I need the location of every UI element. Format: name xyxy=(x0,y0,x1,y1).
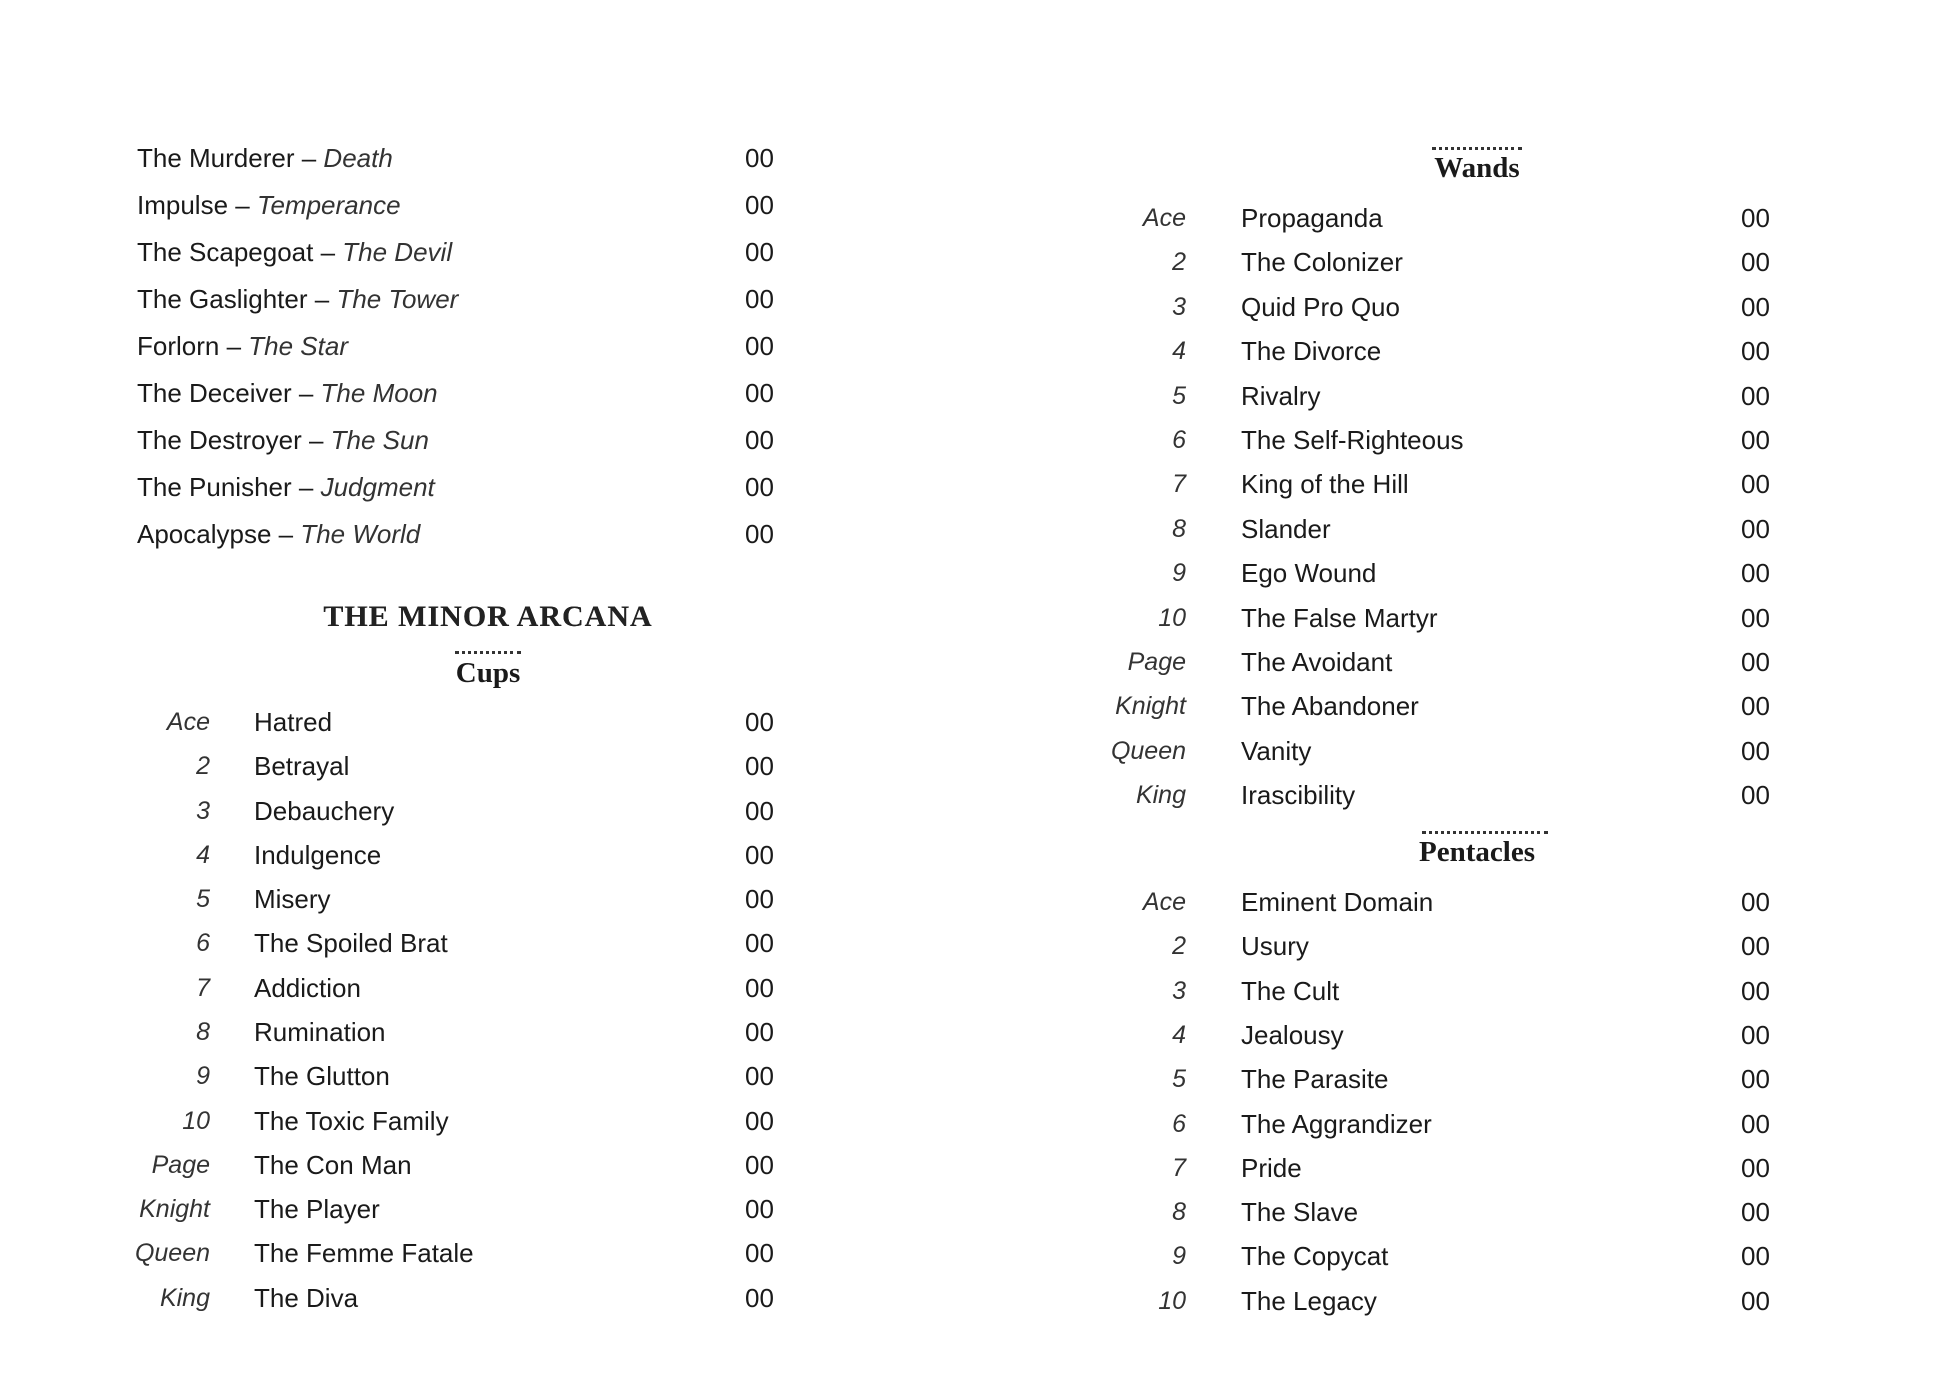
entry-rank: Knight xyxy=(1115,692,1186,720)
entry-rank: Queen xyxy=(134,1239,210,1267)
entry-title: Debauchery xyxy=(254,796,395,826)
entry-rank: 3 xyxy=(196,797,210,825)
entry-card-name: Temperance xyxy=(256,190,401,220)
entry-rank: Page xyxy=(151,1151,210,1179)
entry-rank: 6 xyxy=(1172,426,1186,454)
toc-entry-pentacles[interactable] xyxy=(980,1190,1960,1234)
entry-rank: 5 xyxy=(196,885,210,913)
entry-title: Impulse xyxy=(137,190,229,220)
entry-page-number: 00 xyxy=(745,884,774,914)
entry-page-number: 00 xyxy=(745,331,774,361)
entry-rank: 4 xyxy=(1172,1021,1186,1049)
entry-page-number: 00 xyxy=(1741,247,1770,277)
entry-rank: 8 xyxy=(1172,515,1186,543)
entry-page-number: 00 xyxy=(745,190,774,220)
entry-title: The Destroyer xyxy=(137,425,302,455)
entry-rank: 2 xyxy=(196,752,210,780)
entry-title: King of the Hill xyxy=(1241,469,1409,499)
entry-title: The Avoidant xyxy=(1241,647,1393,677)
entry-title: Usury xyxy=(1241,931,1309,961)
toc-entry-wands[interactable] xyxy=(980,596,1960,640)
toc-entry-pentacles[interactable] xyxy=(980,1057,1960,1101)
toc-entry-wands[interactable] xyxy=(980,551,1960,595)
entry-page-number: 00 xyxy=(1741,292,1770,322)
entry-page-number: 00 xyxy=(745,1106,774,1136)
toc-entry-wands[interactable] xyxy=(980,729,1960,773)
entry-separator: – xyxy=(291,378,321,408)
entry-page-number: 00 xyxy=(1741,1286,1770,1316)
entry-rank: 4 xyxy=(196,841,210,869)
entry-rank: 3 xyxy=(1172,977,1186,1005)
entry-page-number: 00 xyxy=(745,378,774,408)
entry-page-number: 00 xyxy=(1741,1197,1770,1227)
entry-page-number: 00 xyxy=(745,1283,774,1313)
entry-title: The Player xyxy=(254,1194,380,1224)
entry-page-number: 00 xyxy=(745,707,774,737)
entry-page-number: 00 xyxy=(745,1061,774,1091)
entry-card-name: Judgment xyxy=(320,472,435,502)
entry-title: Betrayal xyxy=(254,751,350,781)
suit-heading-wands: Wands xyxy=(1434,152,1520,184)
toc-entry-pentacles[interactable] xyxy=(980,1102,1960,1146)
entry-title: Quid Pro Quo xyxy=(1241,292,1400,322)
entry-title: Propaganda xyxy=(1241,203,1383,233)
entry-page-number: 00 xyxy=(1741,976,1770,1006)
entry-rank: Ace xyxy=(166,708,210,736)
entry-page-number: 00 xyxy=(745,1238,774,1268)
toc-entry-wands[interactable] xyxy=(980,374,1960,418)
toc-entry-major[interactable] xyxy=(137,512,777,556)
toc-entry-major[interactable] xyxy=(137,324,777,368)
entry-title: The Slave xyxy=(1241,1197,1359,1227)
entry-page-number: 00 xyxy=(1741,691,1770,721)
entry-rank: 8 xyxy=(1172,1198,1186,1226)
entry-separator: – xyxy=(307,284,337,314)
right-page xyxy=(980,0,1960,1400)
entry-title: Apocalypse xyxy=(137,519,272,549)
entry-rank: 6 xyxy=(1172,1110,1186,1138)
toc-entry-pentacles[interactable] xyxy=(980,924,1960,968)
toc-entry-cups[interactable] xyxy=(0,1231,980,1275)
entry-page-number: 00 xyxy=(745,425,774,455)
entry-page-number: 00 xyxy=(1741,203,1770,233)
toc-entry-major[interactable] xyxy=(137,371,777,415)
entry-rank: 10 xyxy=(1158,604,1186,632)
entry-page-number: 00 xyxy=(1741,931,1770,961)
entry-title: Misery xyxy=(254,884,331,914)
entry-title: The Spoiled Brat xyxy=(254,928,448,958)
toc-entry-major[interactable] xyxy=(137,277,777,321)
entry-title: The Divorce xyxy=(1241,336,1382,366)
entry-title: The Gaslighter xyxy=(137,284,308,314)
entry-rank: 6 xyxy=(196,929,210,957)
toc-entry-cups[interactable] xyxy=(0,1187,980,1231)
entry-page-number: 00 xyxy=(1741,558,1770,588)
entry-card-name: The Sun xyxy=(330,425,429,455)
entry-title: Vanity xyxy=(1241,736,1312,766)
toc-entry-wands[interactable] xyxy=(980,285,1960,329)
entry-rank: 9 xyxy=(1172,1242,1186,1270)
toc-entry-cups[interactable] xyxy=(0,789,980,833)
entry-title: Slander xyxy=(1241,514,1331,544)
entry-rank: 7 xyxy=(196,974,210,1002)
entry-separator: – xyxy=(219,331,249,361)
entry-title: Hatred xyxy=(254,707,333,737)
entry-title: The Toxic Family xyxy=(254,1106,449,1136)
entry-title: The Glutton xyxy=(254,1061,390,1091)
entry-card-name: The Devil xyxy=(342,237,453,267)
entry-card-name: Death xyxy=(323,143,393,173)
entry-title: The Self-Righteous xyxy=(1241,425,1464,455)
entry-page-number: 00 xyxy=(745,840,774,870)
toc-entry-wands[interactable] xyxy=(980,418,1960,462)
entry-rank: Ace xyxy=(1142,204,1186,232)
toc-entry-cups[interactable] xyxy=(0,1143,980,1187)
entry-title: Ego Wound xyxy=(1241,558,1377,588)
entry-title: Rivalry xyxy=(1241,381,1321,411)
entry-title: The Scapegoat xyxy=(137,237,314,267)
entry-page-number: 00 xyxy=(1741,381,1770,411)
toc-entry-cups[interactable] xyxy=(0,833,980,877)
entry-page-number: 00 xyxy=(745,928,774,958)
entry-page-number: 00 xyxy=(1741,887,1770,917)
toc-entry-cups[interactable] xyxy=(0,1276,980,1320)
entry-rank: 4 xyxy=(1172,337,1186,365)
entry-title: Pride xyxy=(1241,1153,1302,1183)
toc-entry-major[interactable] xyxy=(137,418,777,462)
entry-rank: 9 xyxy=(1172,559,1186,587)
entry-page-number: 00 xyxy=(1741,780,1770,810)
entry-rank: Queen xyxy=(1110,737,1186,765)
toc-entry-cups[interactable] xyxy=(0,1054,980,1098)
entry-rank: Ace xyxy=(1142,888,1186,916)
entry-page-number: 00 xyxy=(1741,1064,1770,1094)
entry-rank: King xyxy=(159,1284,210,1312)
entry-page-number: 00 xyxy=(745,751,774,781)
toc-entry-cups[interactable] xyxy=(0,1010,980,1054)
entry-page-number: 00 xyxy=(1741,736,1770,766)
toc-entry-pentacles[interactable] xyxy=(980,880,1960,924)
entry-page-number: 00 xyxy=(1741,336,1770,366)
entry-rank: 5 xyxy=(1172,1065,1186,1093)
entry-rank: Knight xyxy=(139,1195,210,1223)
entry-rank: 5 xyxy=(1172,382,1186,410)
toc-entry-cups[interactable] xyxy=(0,700,980,744)
toc-entry-wands[interactable] xyxy=(980,329,1960,373)
entry-page-number: 00 xyxy=(745,1017,774,1047)
entry-title: The Punisher xyxy=(137,472,292,502)
toc-entry-major[interactable] xyxy=(137,183,777,227)
entry-rank: King xyxy=(1135,781,1186,809)
entry-title: The Deceiver xyxy=(137,378,292,408)
entry-title: Jealousy xyxy=(1241,1020,1344,1050)
toc-entry-pentacles[interactable] xyxy=(980,969,1960,1013)
toc-entry-wands[interactable] xyxy=(980,462,1960,506)
entry-page-number: 00 xyxy=(1741,603,1770,633)
entry-page-number: 00 xyxy=(1741,1020,1770,1050)
entry-page-number: 00 xyxy=(745,284,774,314)
toc-entry-wands[interactable] xyxy=(980,507,1960,551)
entry-title: Rumination xyxy=(254,1017,386,1047)
toc-entry-pentacles[interactable] xyxy=(980,1013,1960,1057)
entry-separator: – xyxy=(313,237,343,267)
entry-page-number: 00 xyxy=(745,519,774,549)
toc-entry-pentacles[interactable] xyxy=(980,1146,1960,1190)
entry-page-number: 00 xyxy=(1741,514,1770,544)
toc-entry-pentacles[interactable] xyxy=(980,1279,1960,1323)
entry-separator: – xyxy=(291,472,321,502)
entry-title: The Aggrandizer xyxy=(1241,1109,1432,1139)
entry-title: The Parasite xyxy=(1241,1064,1389,1094)
toc-entry-pentacles[interactable] xyxy=(980,1234,1960,1278)
toc-entry-cups[interactable] xyxy=(0,877,980,921)
entry-title: The Femme Fatale xyxy=(254,1238,474,1268)
entry-rank: 9 xyxy=(196,1062,210,1090)
entry-rank: 10 xyxy=(182,1107,210,1135)
toc-entry-major[interactable] xyxy=(137,136,777,180)
toc-entry-cups[interactable] xyxy=(0,921,980,965)
entry-title: The Copycat xyxy=(1241,1241,1389,1271)
toc-entry-cups[interactable] xyxy=(0,1099,980,1143)
entry-page-number: 00 xyxy=(1741,1241,1770,1271)
toc-entry-major[interactable] xyxy=(137,230,777,274)
entry-separator: – xyxy=(301,425,331,455)
toc-entry-wands[interactable] xyxy=(980,196,1960,240)
entry-title: The Diva xyxy=(254,1283,359,1313)
toc-entry-wands[interactable] xyxy=(980,684,1960,728)
entry-title: Irascibility xyxy=(1241,780,1356,810)
entry-rank: 7 xyxy=(1172,1154,1186,1182)
entry-rank: 3 xyxy=(1172,293,1186,321)
entry-separator: – xyxy=(271,519,301,549)
suit-heading-cups: Cups xyxy=(455,657,521,689)
entry-rank: 7 xyxy=(1172,470,1186,498)
entry-title: Forlorn xyxy=(137,331,220,361)
entry-page-number: 00 xyxy=(1741,1109,1770,1139)
entry-page-number: 00 xyxy=(1741,1153,1770,1183)
entry-page-number: 00 xyxy=(745,973,774,1003)
entry-separator: – xyxy=(294,143,324,173)
suit-heading-pentacles: Pentacles xyxy=(1419,836,1535,868)
toc-entry-cups[interactable] xyxy=(0,966,980,1010)
entry-page-number: 00 xyxy=(745,143,774,173)
entry-rank: 10 xyxy=(1158,1287,1186,1315)
entry-page-number: 00 xyxy=(1741,425,1770,455)
entry-page-number: 00 xyxy=(1741,469,1770,499)
entry-card-name: The Tower xyxy=(336,284,459,314)
entry-title: The Con Man xyxy=(254,1150,412,1180)
entry-title: The Murderer xyxy=(137,143,295,173)
toc-entry-wands[interactable] xyxy=(980,640,1960,684)
toc-entry-wands[interactable] xyxy=(980,240,1960,284)
entry-card-name: The Star xyxy=(248,331,348,361)
entry-page-number: 00 xyxy=(745,1194,774,1224)
entry-rank: 2 xyxy=(1172,932,1186,960)
entry-page-number: 00 xyxy=(745,1150,774,1180)
entry-rank: 2 xyxy=(1172,248,1186,276)
entry-title: Addiction xyxy=(254,973,361,1003)
entry-rank: Page xyxy=(1127,648,1186,676)
entry-title: The Cult xyxy=(1241,976,1340,1006)
section-heading: THE MINOR ARCANA xyxy=(323,600,653,633)
entry-title: The Legacy xyxy=(1241,1286,1377,1316)
entry-page-number: 00 xyxy=(745,237,774,267)
entry-title: The Colonizer xyxy=(1241,247,1403,277)
entry-title: Eminent Domain xyxy=(1241,887,1434,917)
entry-title: Indulgence xyxy=(254,840,382,870)
entry-title: The False Martyr xyxy=(1241,603,1438,633)
entry-rank: 8 xyxy=(196,1018,210,1046)
entry-card-name: The Moon xyxy=(320,378,438,408)
entry-card-name: The World xyxy=(300,519,421,549)
entry-page-number: 00 xyxy=(1741,647,1770,677)
entry-page-number: 00 xyxy=(745,796,774,826)
entry-title: The Abandoner xyxy=(1241,691,1419,721)
toc-entry-cups[interactable] xyxy=(0,744,980,788)
entry-separator: – xyxy=(228,190,257,220)
toc-entry-wands[interactable] xyxy=(980,773,1960,817)
toc-entry-major[interactable] xyxy=(137,465,777,509)
entry-page-number: 00 xyxy=(745,472,774,502)
